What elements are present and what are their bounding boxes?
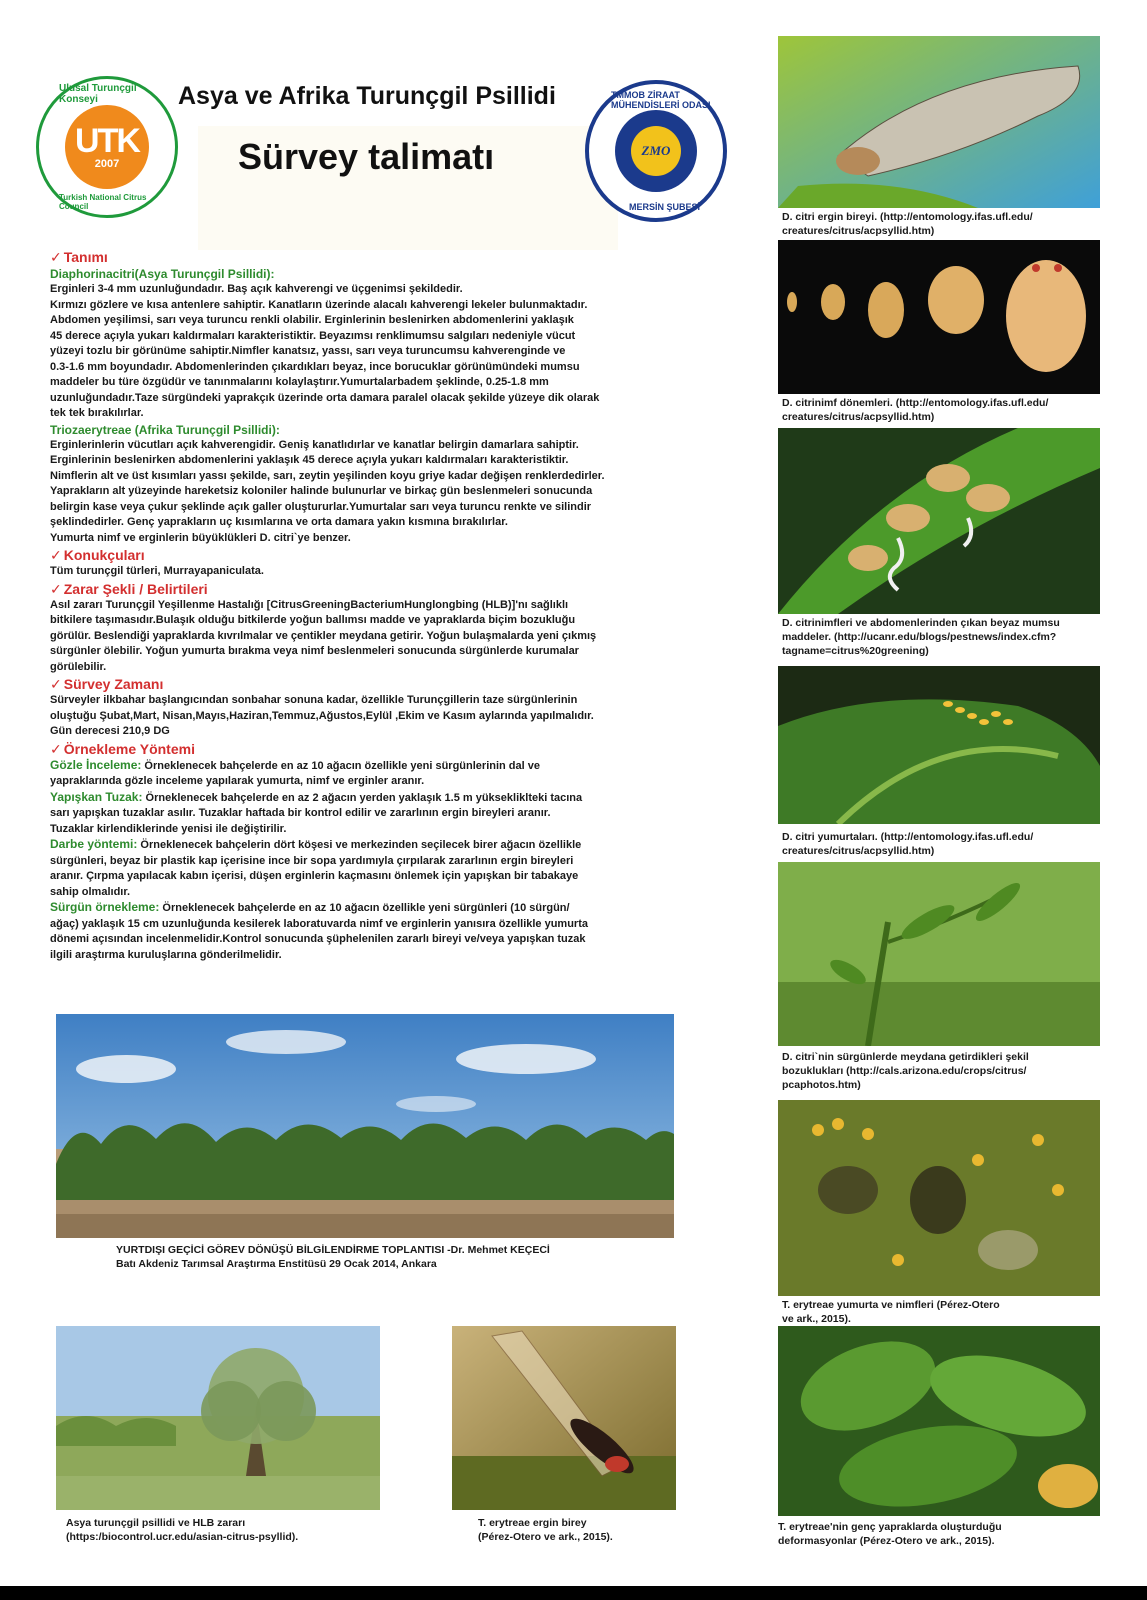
visual-inspection-label: Gözle İnceleme: [50,757,142,772]
diaphorina-title: Diaphorinacitri(Asya Turunçgil Psillidi): [50,267,275,281]
diaphorina-description: Erginleri 3-4 mm uzunluğundadır. Baş açık kahverengi ve üçgenimsi şekildedir. Kırmızı gözlere ve kısa antenlere sahiptir. Kanatların üzerinde alacalı kahverengi lekeler bulunmaktadır. Abdomen yeşilimsi, sarı veya turuncu renkli olabilir. Erginlerinin beslenirken abdomenlerini yaklaşık 45 derece açıyla yukarı kaldırmaları karakteristiktir. Beyazımsı renklimumsu salgıları nedeniyle vücut yüzeyi tozlu bir görünüme sahiptir.Nimfler kanatsız, yassı, sarı veya turuncumsu kahverenginde ve 0.3-1.6 mm boyundadır. Abdomenlerinden çıkardıkları beyaz, ince borucuklar görünümündeki mumsu maddeler bu türe özgüdür ve tanınmalarını kolaylaştırır.Yumurtalarbadem şeklinde, 0.25-1.8 mm uzunluğundadır.Taze sürgündeki yaprakçık üzerinde orta damara paralel olacak şekilde yüzeye dik olarak tek tek bırakılırlar. [50,283,600,419]
t-erytreae-leaf-deformation-photo [778,1326,1100,1516]
utk-logo-mark: UTK [75,122,139,160]
zmo-logo-sun [631,126,681,176]
shoot-sampling-label: Sürgün örnekleme: [50,900,160,914]
section-heading-zarar: ✓ Zarar Şekli / Belirtileri [50,580,208,597]
section-heading-survey-zamani: ✓ Sürvey Zamanı [50,676,164,692]
check-icon: ✓ [50,580,62,597]
t-erytreae-adult-caption: T. erytreae ergin birey (Pérez-Otero ve ark., 2015). [478,1517,613,1543]
zmo-logo-mark: ZMO [641,143,671,158]
visual-inspection-text: Gözle İnceleme: Örneklenecek bahçelerde en az 10 ağacın özellikle yeni sürgünlerinin dal ve yapraklarında gözle inceleme yapılarak yumurta, nimf ve erginler aranır. [50,757,540,787]
page-title: Asya ve Afrika Turunçgil Psillidi [178,82,556,110]
trioza-title: Triozaerytreae (Afrika Turunçgil Psillidi): [50,422,280,437]
d-citri-eggs-caption: D. citri yumurtaları. (http://entomology.ifas.ufl.edu/ creatures/citrus/acpsyllid.htm) [782,831,1034,857]
t-erytreae-eggs-nymphs-photo [778,1100,1100,1296]
utk-logo-center [65,105,149,189]
d-citri-shoot-damage-photo [778,862,1100,1046]
utk-logo-year: 2007 [94,158,120,170]
d-citri-adult-photo [778,36,1100,208]
check-icon: ✓ [50,249,62,265]
t-erytreae-adult-photo [452,1326,676,1510]
shoot-sampling-text: Sürgün örnekleme: Örneklenecek bahçelerde en az 10 ağacın özellikle yeni sürgünleri (10 sürgün/ ağaç) yaklaşık 15 cm uzunluğunda kesilerek laboratuvarda nimf ve erginlerin yanısıra özellikle yumurta dönemi açısından incelenmelidir.Kontrol sonucunda şüphelenilen zararlı bireyi ve/veya yapışkan tuzak ilgili araştırma kuruluşlarına gönderilmelidir. [50,900,588,961]
zmo-logo-ring-top: TMMOB ZİRAAT MÜHENDİSLERİ ODASI [611,90,711,110]
d-citri-nymph-stages-caption: D. citrinimf dönemleri. (http://entomology.ifas.ufl.edu/ creatures/citrus/acpsyllid.htm) [782,397,1049,423]
d-citri-nymph-wax-photo [778,428,1100,614]
bottom-border [0,1586,1147,1600]
t-erytreae-leaf-deformation-caption: T. erytreae'nin genç yapraklarda oluşturduğu deformasyonlar (Pérez-Otero ve ark., 2015). [778,1521,1002,1547]
hlb-tree-caption: Asya turunçgil psillidi ve HLB zararı (https:/biocontrol.ucr.edu/asian-citrus-psyllid). [66,1517,299,1543]
zmo-logo [585,80,727,222]
hosts-text: Tüm turunçgil türleri, Murrayapaniculata. [50,565,264,577]
d-citri-shoot-damage-caption: D. citri`nin sürgünlerde meydana getirdikleri şekil bozuklukları (http://cals.arizona.edu/crops/citrus/ pcaphotos.htm) [782,1051,1029,1091]
check-icon: ✓ [50,547,62,563]
check-icon: ✓ [50,740,62,757]
t-erytreae-eggs-nymphs-caption: T. erytreae yumurta ve nimfleri (Pérez-Otero ve ark., 2015). [782,1299,1000,1325]
zmo-logo-center [615,110,697,192]
section-heading-konukculari: ✓ Konukçuları [50,547,145,563]
sticky-trap-label: Yapışkan Tuzak: [50,789,143,804]
utk-logo [36,76,178,218]
page-subtitle: Sürvey talimatı [238,136,495,177]
d-citri-eggs-photo [778,666,1100,824]
zmo-logo-ring-bottom: MERSİN ŞUBESİ [629,202,701,212]
trioza-description: Erginlerinlerin vücutları açık kahverengidir. Geniş kanatlıdırlar ve kanatlar belirgin damarlara sahiptir. Erginlerinin beslenirken abdomenlerini yaklaşık 45 derece açıyla yukarı kaldırmaları karakteristiktir. Nimflerin alt ve üst kısımları yassı şekilde, sarı, zeytin yeşilinden koyu griye kadar değişen renklerdedirler. Yaprakların alt yüzeyinde hareketsiz koloniler halinde bulunurlar ve birkaç gün beslenmeleri sonucunda belirgin kase veya çukur şeklinde açık galler oluştururlar.Yumurtalar sarı veya turuncu renkte ve silindir şeklindedirler. Genç yaprakların uç kısımlarına ve orta damara yakın kısmına bırakılırlar. Yumurta nimf ve erginlerin büyüklükleri D. citri`ye benzer. [50,438,605,544]
check-icon: ✓ [50,676,62,692]
orchard-landscape-photo [56,1014,674,1238]
beat-method-text: Darbe yöntemi: Örneklenecek bahçelerin dört köşesi ve merkezinden seçilecek birer ağacın özellikle sürgünleri, beyaz bir plastik kap içerisine ince bir sopa yardımıyla çırpılarak zararlının ergin bireyleri aranır. Çırpma yapılacak kabın içerisi, düşen erginlerin kaçmasını önlemek için yapışkan bir tabakaye sahip olmalıdır. [50,837,582,898]
beat-method-label: Darbe yöntemi: [50,837,138,851]
sticky-trap-text: Yapışkan Tuzak: Örneklenecek bahçelerde en az 2 ağacın yerden yaklaşık 1.5 m yüksekliklteki tacına sarı yapışkan tuzaklar asılır. Tuzaklar haftada bir kontrol edilir ve zararlının ergin bireyleri aranır. Tuzaklar kirlendiklerinde yenisi ile değiştirilir. [50,789,583,835]
landscape-photo-caption: YURTDIŞI GEÇİCİ GÖREV DÖNÜŞÜ BİLGİLENDİRME TOPLANTISI -Dr. Mehmet KEÇECİ Batı Akdeniz Tarımsal Araştırma Enstitüsü 29 Ocak 2014, Ankara [116,1244,550,1270]
utk-logo-ring-bottom: Turkish National Citrus Council [59,193,147,211]
survey-instructions [50,248,700,963]
utk-logo-ring-top: Ulusal Turunçgil Konseyi [59,83,137,105]
d-citri-adult-caption: D. citri ergin bireyi. (http://entomology.ifas.ufl.edu/ creatures/citrus/acpsyllid.htm) [782,211,1033,237]
hlb-damaged-tree-photo [56,1326,380,1510]
section-heading-ornekleme: ✓ Örnekleme Yöntemi [50,740,195,757]
d-citri-nymph-stages-photo [778,240,1100,394]
damage-text: Asıl zararı Turunçgil Yeşillenme Hastalığı [CitrusGreeningBacteriumHunglongbing (HLB)]'nı sağlıklı bitkilere taşımasıdır.Bulaşık olduğu bitkilerde yoğun ballımsı madde ve yapraklarda biçim bozukluğu görülür. Beslendiği yapraklarda kıvrılmalar ve çentikler meydana getirir. Yoğun bulaşmalarda yeni çıkmış sürgünler ölebilir. Yoğun yumurta bırakma veya nimf beslenmeleri sonucunda sürgünlerde kurumalar görülebilir. [50,598,597,673]
d-citri-nymph-wax-caption: D. citrinimfleri ve abdomenlerinden çıkan beyaz mumsu maddeler. (http://ucanr.edu/blogs/pestnews/index.cfm? tagname=citrus%20greening) [782,617,1060,657]
section-heading-tanimi: ✓ Tanımı [50,249,108,265]
survey-time-text: Sürveyler ilkbahar başlangıcından sonbahar sonuna kadar, özellikle Turunçgillerin taze sürgünlerinin oluştuğu Şubat,Mart, Nisan,Mayıs,Haziran,Temmuz,Ağustos,Eylül ,Ekim ve Kasım aylarında yapılmalıdır. Gün derecesi 210,9 DG [50,694,594,737]
